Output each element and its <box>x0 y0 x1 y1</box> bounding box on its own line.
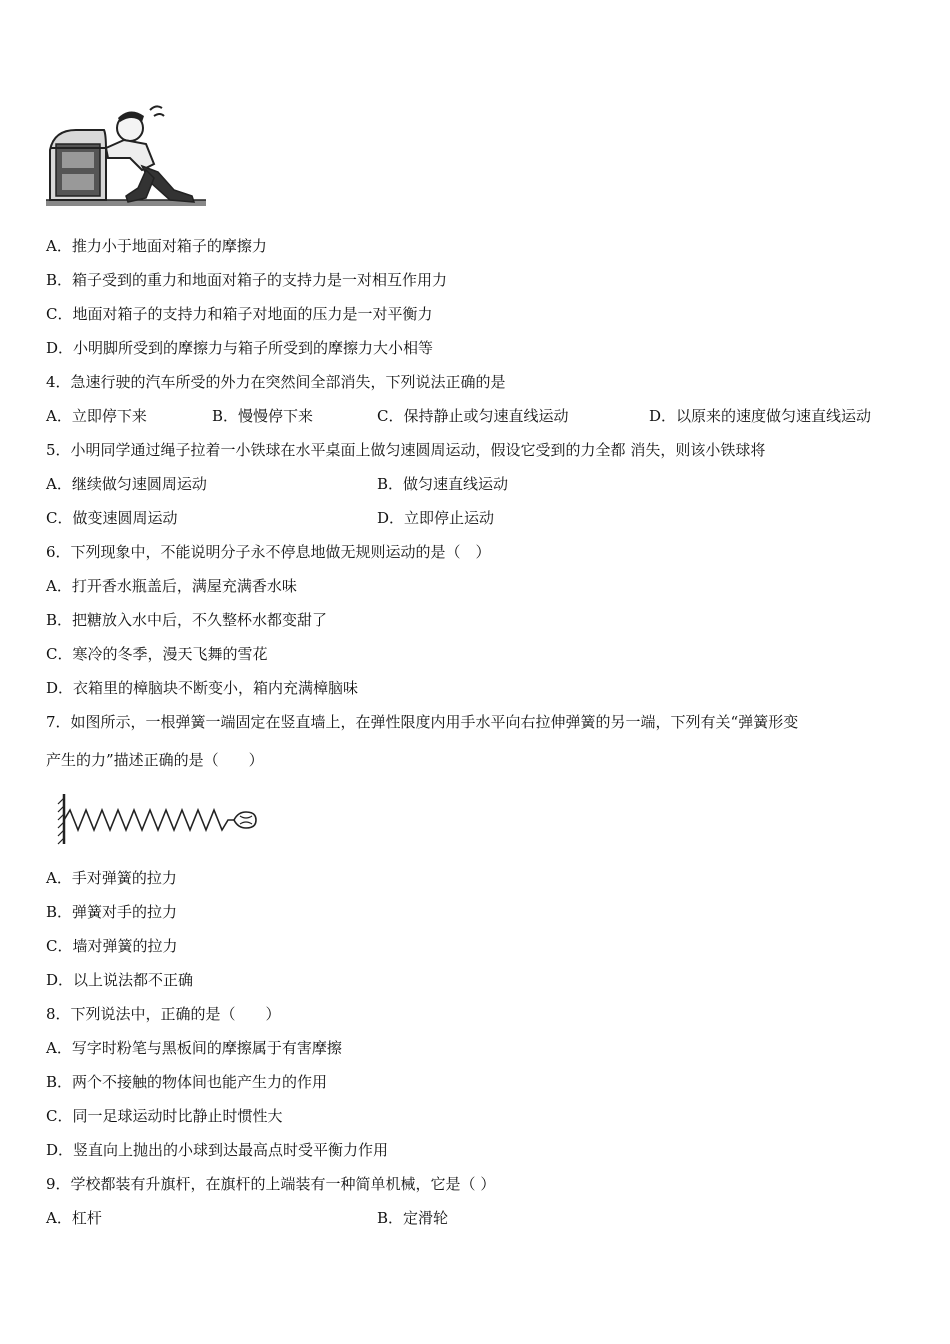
q7-option-a: A．手对弹簧的拉力 <box>46 869 177 887</box>
q7-option-b: B．弹簧对手的拉力 <box>46 903 178 921</box>
q7-option-c: C．墙对弹簧的拉力 <box>46 937 178 955</box>
q8-option-d: D．竖直向上抛出的小球到达最高点时受平衡力作用 <box>46 1141 389 1159</box>
q3-option-d: D．小明脚所受到的摩擦力与箱子所受到的摩擦力大小相等 <box>46 339 434 357</box>
q7-stem-line2: 产生的力”描述正确的是（ ） <box>46 751 264 769</box>
q5-stem: 5．小明同学通过绳子拉着一小铁球在水平桌面上做匀速圆周运动，假设它受到的力全都 消失，则该小铁球将 <box>46 441 766 459</box>
q6-option-b: B．把糖放入水中后，不久整杯水都变甜了 <box>46 611 328 629</box>
spring-wall-illustration <box>56 790 262 848</box>
q8-option-b: B．两个不接触的物体间也能产生力的作用 <box>46 1073 328 1091</box>
q3-option-c: C．地面对箱子的支持力和箱子对地面的压力是一对平衡力 <box>46 305 433 323</box>
q4-option-d: D．以原来的速度做匀速直线运动 <box>649 407 872 425</box>
q6-stem: 6．下列现象中，不能说明分子永不停息地做无规则运动的是（ ） <box>46 543 491 561</box>
q3-option-a: A．推力小于地面对箱子的摩擦力 <box>46 237 267 255</box>
q7-option-d: D．以上说法都不正确 <box>46 971 194 989</box>
q4-option-a: A．立即停下来 <box>46 407 147 425</box>
q6-option-a: A．打开香水瓶盖后，满屋充满香水味 <box>46 577 297 595</box>
q8-option-c: C．同一足球运动时比静止时惯性大 <box>46 1107 283 1125</box>
q9-option-a: A．杠杆 <box>46 1209 102 1227</box>
q5-option-b: B．做匀速直线运动 <box>377 475 509 493</box>
q4-stem: 4．急速行驶的汽车所受的外力在突然间全部消失，下列说法正确的是 <box>46 373 506 391</box>
q8-stem: 8．下列说法中，正确的是（ ） <box>46 1005 281 1023</box>
q3-option-b: B．箱子受到的重力和地面对箱子的支持力是一对相互作用力 <box>46 271 448 289</box>
q5-option-d: D．立即停止运动 <box>377 509 495 527</box>
q9-stem: 9．学校都装有升旗杆，在旗杆的上端装有一种简单机械，它是（ ） <box>46 1175 496 1193</box>
q8-option-a: A．写字时粉笔与黑板间的摩擦属于有害摩擦 <box>46 1039 342 1057</box>
q6-option-c: C．寒冷的冬季，漫天飞舞的雪花 <box>46 645 268 663</box>
q4-option-c: C．保持静止或匀速直线运动 <box>377 407 569 425</box>
pushing-box-illustration <box>46 100 208 208</box>
q9-option-b: B．定滑轮 <box>377 1209 449 1227</box>
q5-option-c: C．做变速圆周运动 <box>46 509 178 527</box>
q6-option-d: D．衣箱里的樟脑块不断变小，箱内充满樟脑味 <box>46 679 359 697</box>
q7-stem-line1: 7．如图所示，一根弹簧一端固定在竖直墙上，在弹性限度内用手水平向右拉伸弹簧的另一端，下列有关“弹簧形变 <box>46 713 799 731</box>
q5-option-a: A．继续做匀速圆周运动 <box>46 475 207 493</box>
q4-option-b: B．慢慢停下来 <box>212 407 314 425</box>
